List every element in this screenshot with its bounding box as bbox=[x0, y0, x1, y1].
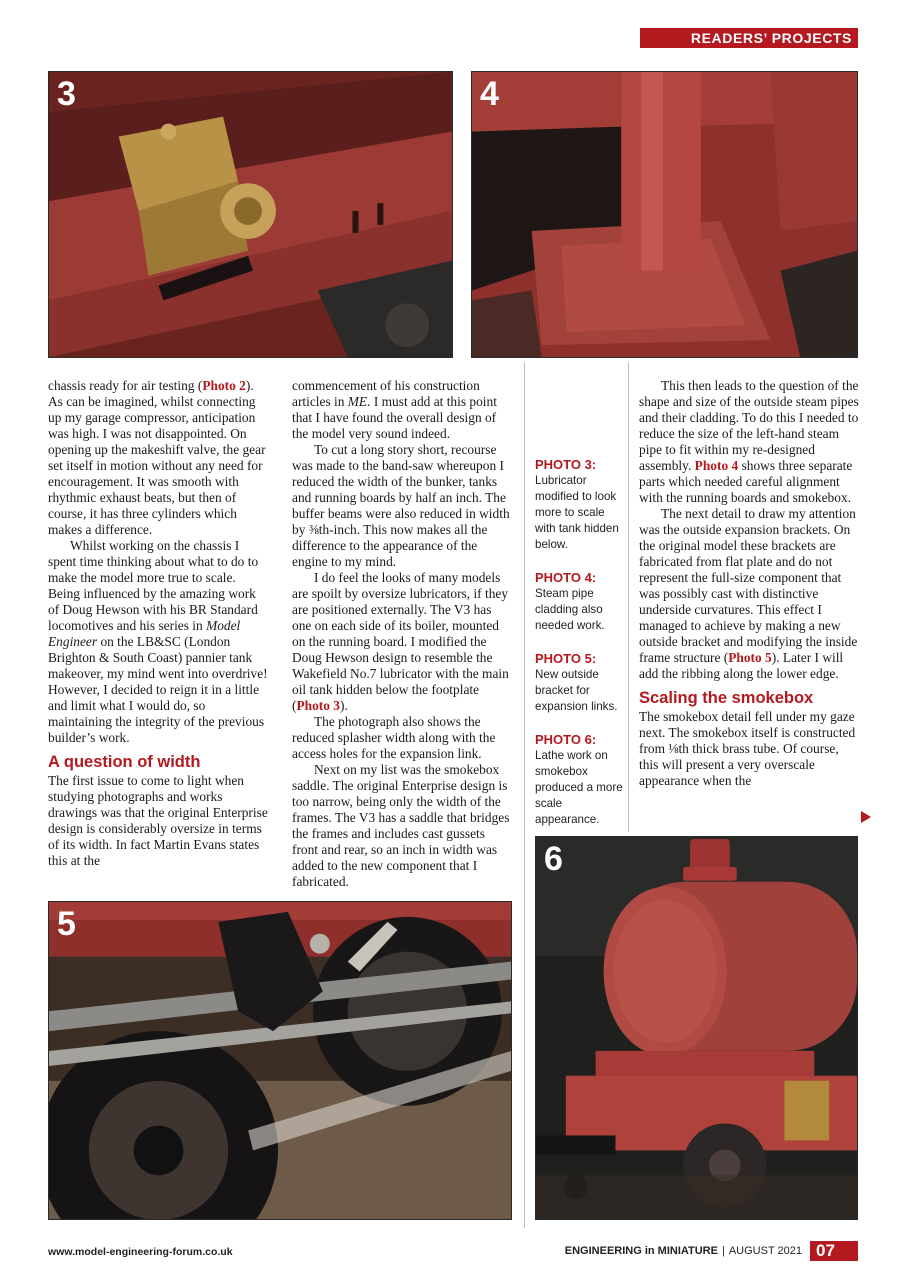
publication-name: ENGINEERING in MINIATURE bbox=[564, 1245, 718, 1257]
paragraph: The first issue to come to light when studying photographs and works drawings was that the original Enterprise design is considerably oversize in terms of its width. In fact Martin Evans states this at the bbox=[48, 773, 268, 868]
issue-date: AUGUST 2021 bbox=[728, 1245, 802, 1257]
caption-body: Lathe work on smokebox produced a more scale appearance. bbox=[535, 749, 623, 826]
photo-5 bbox=[48, 901, 512, 1220]
caption-title: PHOTO 3: bbox=[535, 457, 597, 472]
caption-title: PHOTO 6: bbox=[535, 732, 597, 747]
paragraph: chassis ready for air testing (Photo 2). As can be imagined, whilst connecting up my garage compressor, anticipation was high. I was not disappointed. On opening up the makeshift valve, the gear set itself in motion without any need for encouragement. It was smooth with rhythmic exhaust beats, but then of course, it has three cylinders which makes a difference. bbox=[48, 378, 266, 537]
photo-captions bbox=[535, 457, 625, 845]
section-tag: READERS’ PROJECTS bbox=[640, 28, 858, 48]
photo-reference: Photo 5 bbox=[728, 650, 772, 665]
continue-arrow-icon bbox=[861, 811, 871, 823]
caption-body: Steam pipe cladding also needed work. bbox=[535, 587, 605, 632]
caption-body: New outside bracket for expansion links. bbox=[535, 668, 618, 713]
photo-4 bbox=[471, 71, 858, 358]
paragraph: I do feel the looks of many models are spoilt by oversize lubricators, if they are positioned externally. The V3 has one on each side of its boiler, mounted on the running board. I modified the Doug Hewson design to resemble the Wakefield No.7 lubricator with the main oil tank hidden below the footplate (Photo 3). bbox=[292, 570, 509, 713]
footer-website: www.model-engineering-forum.co.uk bbox=[48, 1246, 233, 1258]
caption-photo-3 bbox=[535, 457, 625, 553]
text-column-4 bbox=[639, 378, 859, 789]
paragraph: Next on my list was the smokebox saddle. The original Enterprise design is too narrow, being only the width of the frames. The V3 has a saddle that bridges the frames and includes cast gussets front and rear, so an inch in width was added to the new component that I fabricated. bbox=[292, 762, 510, 889]
subheading: A question of width bbox=[48, 753, 201, 771]
text-column-2 bbox=[292, 378, 512, 890]
caption-photo-6 bbox=[535, 732, 625, 828]
photo-6 bbox=[535, 836, 858, 1220]
caption-title: PHOTO 5: bbox=[535, 651, 597, 666]
photo-3-number: 3 bbox=[57, 75, 76, 113]
photo-reference: Photo 2 bbox=[202, 378, 246, 393]
photo-5-image bbox=[49, 902, 511, 1219]
photo-4-image bbox=[472, 72, 857, 357]
photo-3-image bbox=[49, 72, 452, 357]
photo-5-number: 5 bbox=[57, 905, 76, 943]
caption-body: Lubricator modified to look more to scale with tank hidden below. bbox=[535, 474, 619, 551]
photo-reference: Photo 4 bbox=[694, 458, 739, 473]
paragraph: Whilst working on the chassis I spent time thinking about what to do to make the model more true to scale. Being influenced by the amazing work of Doug Hewson with his BR Standard locomotives and his series in Model Engineer on the LB&SC (London Brighton & South Coast) pannier tank makeover, my mind went into overdrive! However, I decided to reign it in a little and limit what I would do, so maintaining the integrity of the previous builder’s work. bbox=[48, 538, 268, 745]
paragraph: This then leads to the question of the shape and size of the outside steam pipes and their cladding. To do this I needed to reduce the size of the left-hand steam pipe to fit within my re-designed assembly. Photo 4 shows three separate parts which needed careful alignment with the running boards and smokebox. bbox=[639, 378, 859, 505]
subheading: Scaling the smokebox bbox=[639, 689, 814, 707]
paragraph: To cut a long story short, recourse was made to the band-saw whereupon I reduced the width of the bunker, tanks and running boards by half an inch. The buffer beams were also reduced in width by ⅜th-inch. This now makes all the difference to the appearance of the engine to my mind. bbox=[292, 442, 510, 569]
photo-4-number: 4 bbox=[480, 75, 499, 113]
photo-3 bbox=[48, 71, 453, 358]
page-number: 07 bbox=[810, 1241, 858, 1261]
caption-photo-5 bbox=[535, 651, 625, 715]
paragraph: commencement of his construction articles in ME. I must add at this point that I have found the overall design of the model very sound indeed. bbox=[292, 378, 497, 441]
caption-title: PHOTO 4: bbox=[535, 570, 597, 585]
caption-photo-4 bbox=[535, 570, 625, 634]
paragraph: The next detail to draw my attention was the outside expansion brackets. On the original model these brackets are fabricated from flat plate and do not represent the full-size component that was possibly cast with distinctive underside curvatures. This effect I managed to achieve by making a new outside bracket and modifying the inside frame structure (Photo 5). Later I will add the ribbing along the lower edge. bbox=[639, 506, 858, 681]
paragraph: The photograph also shows the reduced splasher width along with the access holes for the expansion link. bbox=[292, 714, 496, 761]
text-column-1 bbox=[48, 378, 268, 869]
footer-separator: | bbox=[721, 1245, 725, 1257]
paragraph: The smokebox detail fell under my gaze next. The smokebox itself is constructed from ⅛th thick brass tube. Of course, this will present a very overscale appearance when the bbox=[639, 709, 856, 788]
column-divider bbox=[628, 362, 629, 832]
footer-publication bbox=[565, 1241, 858, 1261]
column-divider bbox=[524, 362, 525, 1228]
photo-6-number: 6 bbox=[544, 840, 563, 878]
photo-reference: Photo 3 bbox=[296, 698, 340, 713]
photo-6-image bbox=[536, 837, 857, 1219]
